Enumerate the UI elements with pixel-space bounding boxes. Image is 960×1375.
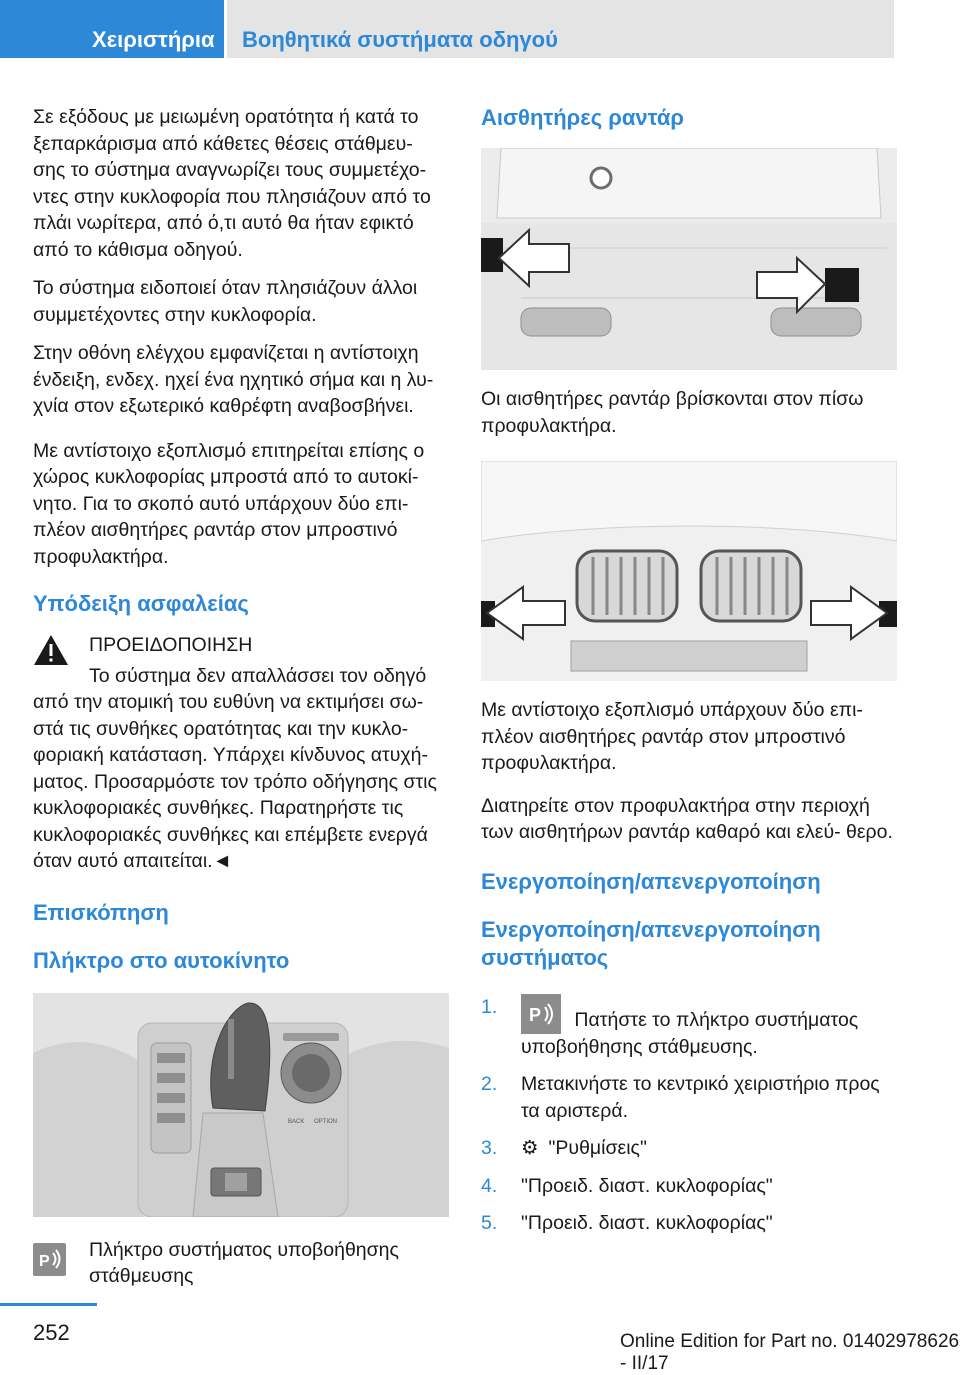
center-console-drawing [33, 993, 449, 1217]
step-text: "Προειδ. διαστ. κυκλοφορίας" [521, 1212, 773, 1234]
park-assist-button-icon [33, 1243, 66, 1276]
rear-bumper-image [481, 148, 897, 370]
rear-sensors-caption: Οι αισθητήρες ραντάρ βρίσκονται στον πίσω προφυλακτήρα. [481, 388, 864, 437]
console-back-label: BACK [288, 1118, 305, 1125]
onoff-heading: Ενεργοποίηση/απενεργοποίηση [481, 868, 821, 894]
step-number: 5. [481, 1212, 498, 1234]
page-number: 252 [33, 1320, 70, 1345]
list-item [481, 1071, 897, 1124]
left-column [33, 104, 449, 1302]
button-caption-row [33, 1237, 449, 1290]
warning-text: Το σύστημα δεν απαλλάσσει τον οδηγό από την ατομική του ευθύνη να εκτιμήσει σω‐ στά τις συνθήκες ορατότητας και την κυκλο‐ φοριακή κατάσταση. Υπάρχει κίνδυνος ατυχή‐ ματος. Προσαρμόστε τον τρόπο οδήγησης στις κυκλοφοριακές συνθήκες. Παρατηρήστε τις κυκλοφοριακές συνθήκες και επέμβετε ενεργά όταν αυτό απαιτείται.◄ [33, 664, 437, 872]
keep-clean-paragraph: Διατηρείτε στον προφυλακτήρα στην περιοχή των αισθητήρων ραντάρ καθαρό και ελεύ‐ θερο. [481, 794, 893, 843]
front-bumper-image [481, 461, 897, 681]
overview-heading: Επισκόπηση [33, 899, 169, 925]
front-radar-paragraph: Με αντίστοιχο εξοπλισμό επιτηρείται επίσης ο χώρος κυκλοφορίας μπροστά από το αυτοκί‐ νητο. Για το σκοπό αυτό υπάρχουν δύο επι‐ πλέον αισθητήρες ραντάρ στον μπροστινό προφυλακτήρα. [33, 439, 425, 568]
warning-title: ΠΡΟΕΙΔΟΠΟΙΗΣΗ [89, 634, 253, 656]
center-console-image [33, 993, 449, 1217]
tab-controls[interactable]: Χειριστήρια [0, 0, 224, 58]
button-in-car-heading: Πλήκτρο στο αυτοκίνητο [33, 947, 290, 973]
step-number: 3. [481, 1137, 498, 1159]
footer-rule [0, 1303, 97, 1306]
list-item [481, 994, 897, 1061]
list-item [481, 1210, 897, 1237]
list-item [481, 1135, 897, 1162]
step-text: Μετακινήστε το κεντρικό χειριστήριο προς τα αριστερά. [521, 1073, 880, 1122]
button-caption: Πλήκτρο συστήματος υποβοήθησης στάθμευσης [89, 1238, 399, 1287]
warning-block [33, 632, 449, 875]
steps-list [481, 994, 897, 1237]
intro-paragraph: Σε εξόδους με μειωμένη ορατότητα ή κατά το ξεπαρκάρισμα από κάθετες θέσεις στάθμευ‐ σης το σύστημα αναγνωρίζει τους συμμετέχο‐ ντες στην κυκλοφορία που πλησιάζουν από το πλάι νωρίτερα, από ό,τι αυτό θα ήταν εφικτό από το κάθισμα οδηγού. [33, 106, 431, 261]
step-number: 1. [481, 995, 498, 1018]
park-assist-button-icon [521, 994, 561, 1034]
step-number: 2. [481, 1073, 498, 1095]
tab-driver-assistance[interactable]: Βοηθητικά συστήματα οδηγού [227, 0, 894, 58]
notify-paragraph: Το σύστημα ειδοποιεί όταν πλησιάζουν άλλοι συμμετέχοντες στην κυκλοφορία. [33, 277, 418, 326]
system-onoff-heading: Ενεργοποίηση/απενεργοποίηση συστήματος [481, 916, 821, 970]
safety-heading: Υπόδειξη ασφαλείας [33, 591, 249, 616]
step-text: "Προειδ. διαστ. κυκλοφορίας" [521, 1174, 773, 1197]
list-item [481, 1173, 897, 1200]
svg-text:P: P [39, 1252, 50, 1270]
svg-text:P: P [529, 1004, 542, 1025]
radar-sensors-heading: Αισθητήρες ραντάρ [481, 105, 684, 130]
right-column [481, 104, 897, 1248]
step-text: Πατήστε το πλήκτρο συστήματος υποβοήθησης στάθμευσης. [521, 1008, 859, 1058]
console-option-label: OPTION [314, 1118, 338, 1125]
warning-triangle-icon [33, 634, 69, 666]
display-paragraph: Στην οθόνη ελέγχου εμφανίζεται η αντίστοιχη ένδειξη, ενδεχ. ηχεί ένα ηχητικό σήμα και η λυ‐ χνία στον εξωτερικό καθρέφτη αναβοσβήνει. [33, 342, 434, 417]
gear-icon: ⚙ [521, 1137, 539, 1159]
step-text: "Ρυθμίσεις" [548, 1137, 647, 1159]
edition-note: Online Edition for Part no. 01402978626 - II/17 [620, 1331, 960, 1374]
step-number: 4. [481, 1174, 498, 1197]
front-sensors-caption: Με αντίστοιχο εξοπλισμό υπάρχουν δύο επι‐ πλέον αισθητήρες ραντάρ στον μπροστινό προφυλακτήρα. [481, 699, 863, 774]
header-tabs [0, 0, 894, 58]
